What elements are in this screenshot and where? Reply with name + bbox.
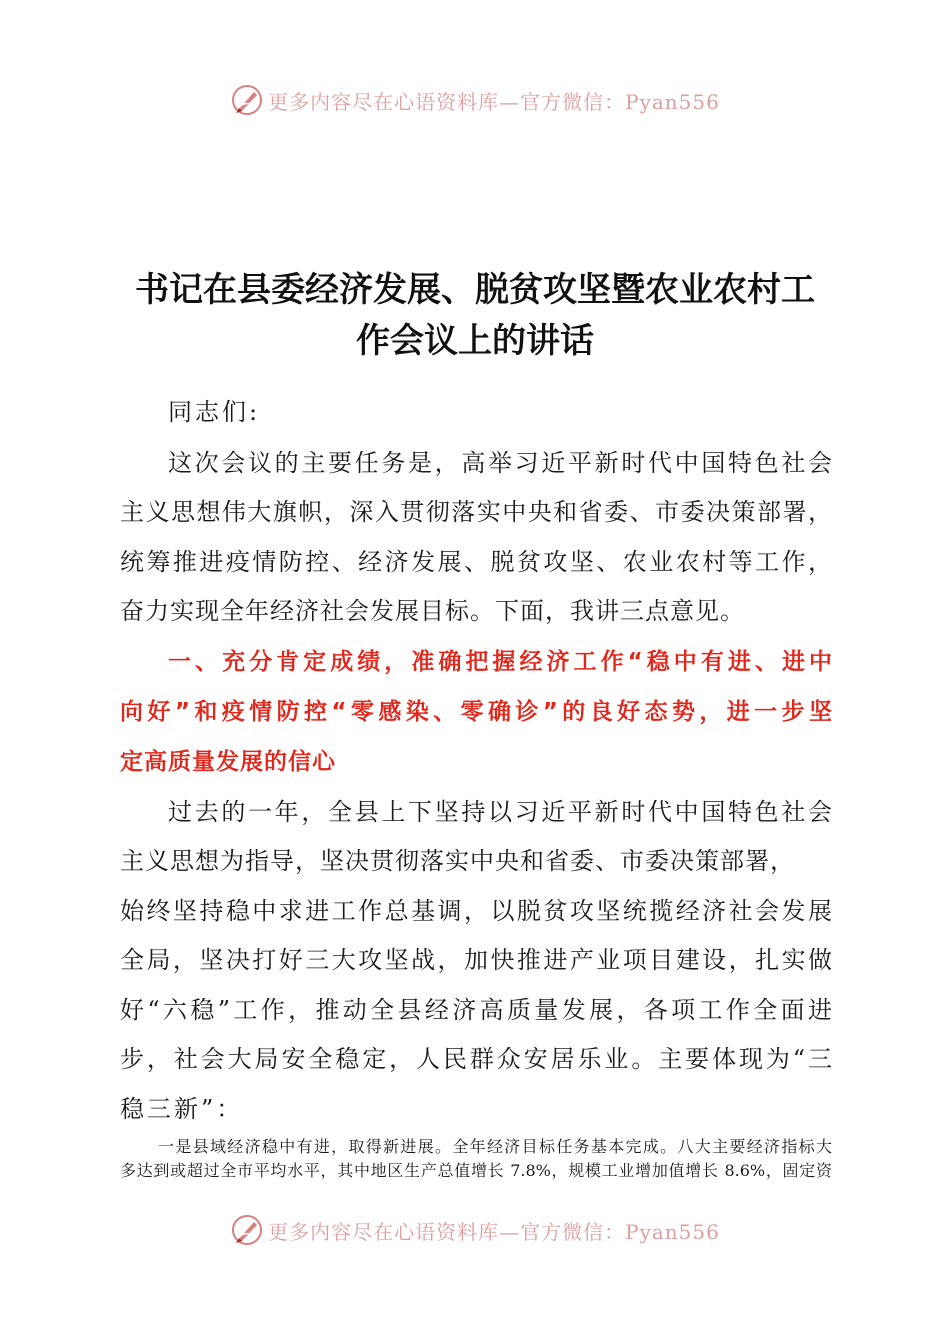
section-heading-line-3: 定高质量发展的信心 — [120, 749, 336, 775]
body-line-4: 全局，坚决打好三大攻坚战，加快推进产业项目建设，扎实做 — [120, 946, 832, 974]
body-line-1: 过去的一年，全县上下坚持以习近平新时代中国特色社会 — [168, 798, 832, 826]
body-line-3: 始终坚持稳中求进工作总基调，以脱贫攻坚统揽经济社会发展 — [120, 897, 832, 925]
body-line-5: 好“六稳”工作，推动全县经济高质量发展，各项工作全面进 — [120, 996, 832, 1024]
salutation: 同志们: — [168, 398, 261, 426]
small-text-line-1: 一是县域经济稳中有进，取得新进展。全年经济目标任务基本完成。八大主要经济指标大 — [158, 1137, 832, 1156]
section-heading-line-2: 向好”和疫情防控“零感染、零确诊”的良好态势，进一步坚 — [120, 699, 832, 725]
intro-line-2: 主义思想伟大旗帜，深入贯彻落实中央和省委、市委决策部署， — [120, 498, 832, 526]
intro-line-1: 这次会议的主要任务是，高举习近平新时代中国特色社会 — [168, 449, 832, 477]
intro-line-4: 奋力实现全年经济社会发展目标。下面，我讲三点意见。 — [120, 597, 745, 625]
body-line-7: 稳三新”： — [120, 1095, 244, 1123]
pen-logo-icon — [230, 83, 264, 117]
small-text-line-2: 多达到或超过全市平均水平，其中地区生产总值增长 7.8%，规模工业增加值增长 8.6%，固定资 — [120, 1161, 832, 1180]
watermark-text: 更多内容尽在心语资料库—官方微信：Pyan556 — [268, 89, 720, 114]
document-title-line-2: 作会议上的讲话 — [356, 321, 594, 361]
watermark-text: 更多内容尽在心语资料库—官方微信：Pyan556 — [268, 1219, 720, 1244]
document-title-line-1: 书记在县委经济发展、脱贫攻坚暨农业农村工 — [135, 270, 815, 310]
watermark-banner-bottom — [0, 1210, 950, 1250]
section-heading-line-1: 一、充分肯定成绩，准确把握经济工作“稳中有进、进中 — [168, 649, 832, 675]
body-line-6: 步，社会大局安全稳定，人民群众安居乐业。主要体现为“三 — [120, 1045, 832, 1073]
body-line-2: 主义思想为指导，坚决贯彻落实中央和省委、市委决策部署， — [120, 847, 795, 875]
intro-line-3: 统筹推进疫情防控、经济发展、脱贫攻坚、农业农村等工作， — [120, 548, 832, 576]
watermark-banner-top — [0, 80, 950, 120]
pen-logo-icon — [230, 1213, 264, 1247]
